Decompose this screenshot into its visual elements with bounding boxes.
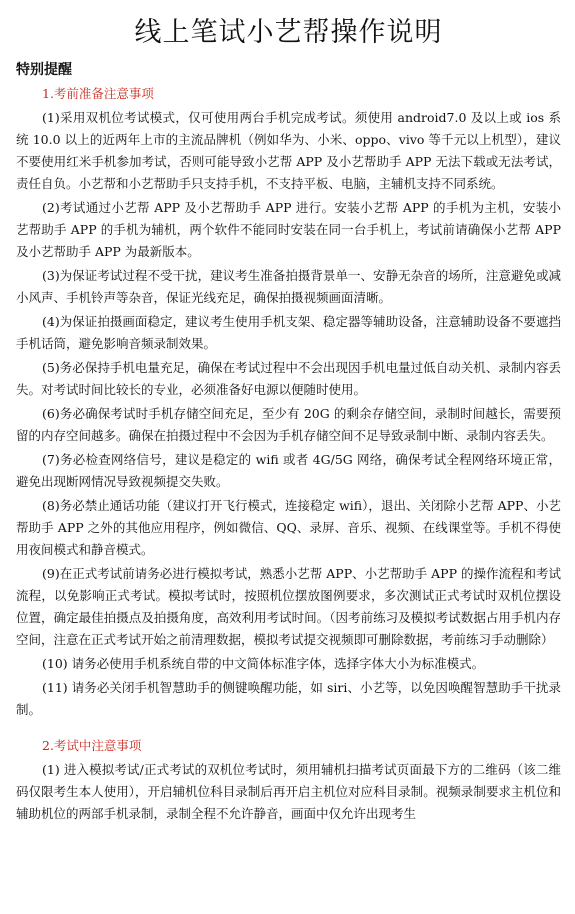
special-reminder-heading: 特别提醒 — [16, 62, 72, 78]
paragraph: (1) 进入模拟考试/正式考试的双机位考试时，须用辅机扫描考试页面最下方的二维码（该二维码仅限考生本人使用），开启辅机位科目录制后再开启主机位对应科目录制。视频录制要求主机位和辅助机位的两部手机录制，录制全程不允许静音，画面中仅允许出现考生 — [16, 762, 561, 821]
document-title: 线上笔试小艺帮操作说明 — [134, 17, 443, 48]
paragraph: (6)务必确保考试时手机存储空间充足，至少有 20G 的剩余存储空间，录制时间越长，需要预留的内存空间越多。确保在拍摄过程中不会因为手机存储空间不足导致录制中断、录制内容丢失。 — [16, 406, 561, 443]
paragraph: (11) 请务必关闭手机智慧助手的侧键唤醒功能，如 siri、小艺等，以免因唤醒智慧助手干扰录制。 — [16, 680, 561, 717]
paragraph: (10) 请务必使用手机系统自带的中文简体标准字体，选择字体大小为标准模式。 — [42, 656, 485, 671]
paragraph: (3)为保证考试过程不受干扰，建议考生准备拍摄背景单一、安静无杂音的场所，注意避免或减小风声、手机铃声等杂音，保证光线充足，确保拍摄视频画面清晰。 — [16, 268, 561, 305]
paragraph: (9)在正式考试前请务必进行模拟考试，熟悉小艺帮 APP、小艺帮助手 APP 的操作流程和考试流程，以免影响正式考试。模拟考试时，按照机位摆放图例要求，多次测试正式考试时双机位摆设位置，确定最佳拍摄点及拍摄角度，高效利用考试时间。（因考前练习及模拟考试数据占用手机内存空间，注意在正式考试开始之前清理数据，模拟考试提交视频即可删除数据，考前练习手动删除） — [16, 566, 561, 647]
paragraph: (7)务必检查网络信号，建议是稳定的 wifi 或者 4G/5G 网络，确保考试全程网络环境正常，避免出现断网情况导致视频提交失败。 — [16, 452, 561, 489]
section-title: 1.考前准备注意事项 — [42, 86, 154, 101]
paragraph: (2)考试通过小艺帮 APP 及小艺帮助手 APP 进行。安装小艺帮 APP 的手机为主机，安装小艺帮助手 APP 的手机为辅机，两个软件不能同时安装在同一台手机上，考试前请确保小艺帮 APP 及小艺帮助手 APP 为最新版本。 — [16, 200, 561, 259]
paragraph: (8)务必禁止通话功能（建议打开飞行模式，连接稳定 wifi），退出、关闭除小艺帮 APP、小艺帮助手 APP 之外的其他应用程序，例如微信、QQ、录屏、音乐、视频、在线课堂等。手机不得使用夜间模式和静音模式。 — [16, 498, 561, 557]
section-pre-exam — [16, 83, 561, 721]
paragraph: (1)采用双机位考试模式，仅可使用两台手机完成考试。须使用 android7.0 及以上或 ios 系统 10.0 以上的近两年上市的主流品牌机（例如华为、小米、oppo、vivo 等千元以上机型），建议不要使用红米手机参加考试，否则可能导致小艺帮 APP 及小艺帮助手 APP 无法下载或无法考试，责任自负。小艺帮和小艺帮助手只支持手机，不支持平板、电脑，主辅机支持不同系统。 — [16, 110, 561, 191]
paragraph: (4)为保证拍摄画面稳定，建议考生使用手机支架、稳定器等辅助设备，注意辅助设备不要遮挡手机话筒，避免影响音频录制效果。 — [16, 314, 561, 351]
paragraph: (5)务必保持手机电量充足，确保在考试过程中不会出现因手机电量过低自动关机、录制内容丢失。对考试时间比较长的专业，必须准备好电源以便随时使用。 — [16, 360, 561, 397]
section-title: 2.考试中注意事项 — [42, 738, 142, 753]
section-during-exam — [16, 735, 561, 825]
